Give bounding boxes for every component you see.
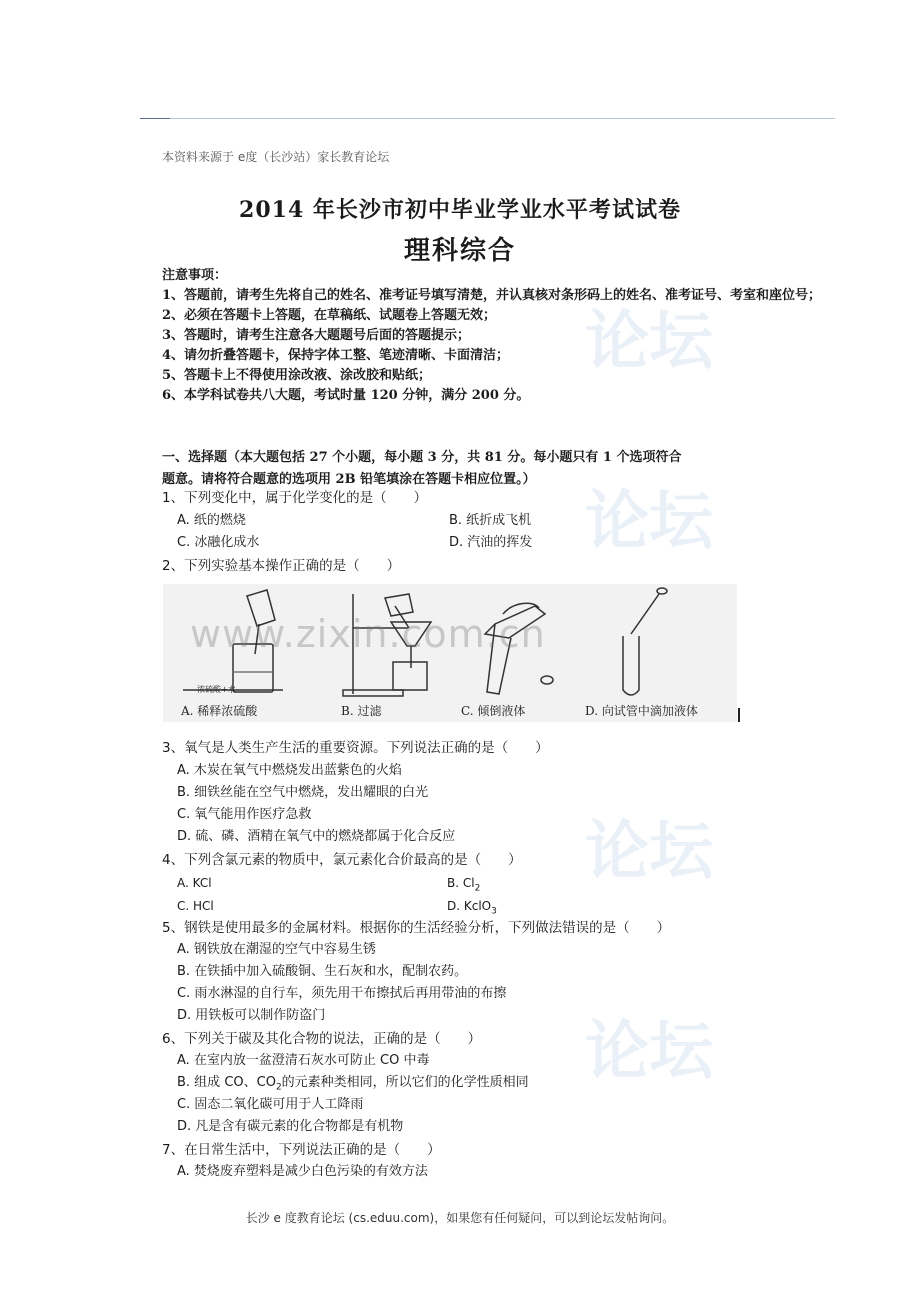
forum-watermark: 论坛 [585,305,713,379]
caption-d: D. 向试管中滴加液体 [585,704,698,718]
note-item: 3、答题时，请考生注意各大题题号后面的答题提示； [162,328,471,343]
question-5-stem: 5、钢铁是使用最多的金属材料。根据你的生活经验分析，下列做法错误的是（ ） [162,920,671,936]
question-7-stem: 7、在日常生活中，下列说法正确的是（ ） [162,1142,441,1158]
subscript: 3 [491,906,497,917]
section-line: 一、选择题（本大题包括 27 个小题，每小题 3 分，共 81 分。每小题只有 1 个选项符合 [162,450,682,465]
note-item: 1、答题前，请考生先将自己的姓名、准考证号填写清楚，并认真核对条形码上的姓名、准考证号、考室和座位号； [162,288,822,303]
exam-title: 2014 年长沙市初中毕业学业水平考试试卷 [239,197,681,223]
small-label: 浓硫酸+水 [197,685,236,694]
page-footer: 长沙 e 度教育论坛 (cs.eduu.com)，如果您有任何疑问，可以到论坛发帖询问。 [245,1211,675,1225]
question-2-stem: 2、下列实验基本操作正确的是（ ） [162,558,401,574]
note-item: 6、本学科试卷共八大题，考试时量 120 分钟，满分 200 分。 [162,388,530,403]
notes-block [162,266,822,406]
option: B. 细铁丝能在空气中燃烧，发出耀眼的白光 [177,785,429,800]
question-3-stem: 3、氧气是人类生产生活的重要资源。下列说法正确的是（ ） [162,740,549,756]
option: B. 在铁插中加入硫酸铜、生石灰和水，配制农药。 [177,964,468,979]
forum-watermark: 论坛 [585,815,713,889]
option: C. 雨水淋湿的自行车，须先用干布擦拭后再用带油的布擦 [177,986,507,1001]
option: C. 氧气能用作医疗急救 [177,807,312,822]
source-note: 本资料来源于 e度（长沙站）家长教育论坛 [162,150,390,164]
notes-heading: 注意事项： [162,268,228,283]
option: A. 在室内放一盆澄清石灰水可防止 CO 中毒 [177,1053,430,1068]
option: A. 纸的燃烧 [177,513,246,528]
exam-subtitle: 理科综合 [403,236,516,266]
option [177,1073,529,1098]
option: C. HCl [177,899,214,913]
question-1-stem: 1、下列变化中，属于化学变化的是（ ） [162,490,428,506]
header-rule-accent [140,118,170,119]
option: D. 用铁板可以制作防盗门 [177,1008,326,1023]
option: A. 钢铁放在潮湿的空气中容易生锈 [177,942,376,957]
caption-a: A. 稀释浓硫酸 [181,704,258,718]
site-watermark: www.zixin.com.cn [190,612,546,656]
option: B. 纸折成飞机 [449,513,532,528]
option [447,873,480,898]
caption-b: B. 过滤 [341,704,382,718]
subscript: 2 [275,1082,282,1093]
option: C. 固态二氧化碳可用于人工降雨 [177,1097,364,1112]
option: D. 汽油的挥发 [449,535,533,550]
section-line: 题意。请将符合题意的选项用 2B 铅笔填涂在答题卡相应位置。） [162,472,536,487]
forum-watermark: 论坛 [585,1015,713,1089]
formula-text: B. Cl [447,876,475,890]
question-6-stem: 6、下列关于碳及其化合物的说法，正确的是（ ） [162,1031,482,1047]
option-text: B. 组成 CO、CO [177,1075,276,1090]
note-item: 5、答题卡上不得使用涂改液、涂改胶和贴纸； [162,368,432,383]
forum-watermark: 论坛 [585,485,713,559]
question-4-stem: 4、下列含氯元素的物质中，氯元素化合价最高的是（ ） [162,852,522,868]
option: A. KCl [177,876,212,890]
subscript: 2 [474,883,481,894]
caption-c: C. 倾倒液体 [461,704,526,718]
text-cursor-mark [738,708,740,722]
option: A. 焚烧废弃塑料是减少白色污染的有效方法 [177,1164,428,1179]
note-item: 2、必须在答题卡上答题，在草稿纸、试题卷上答题无效； [162,308,497,323]
option: D. 凡是含有碳元素的化合物都是有机物 [177,1119,404,1134]
formula-text: D. KclO [447,899,492,913]
section-heading [162,447,752,491]
option: A. 木炭在氧气中燃烧发出蓝紫色的火焰 [177,763,402,778]
header-rule [140,118,835,119]
option: C. 冰融化成水 [177,535,260,550]
note-item: 4、请勿折叠答题卡，保持字体工整、笔迹清晰、卡面清洁； [162,348,510,363]
option-text: 的元素种类相同，所以它们的化学性质相同 [281,1075,529,1090]
option: D. 硫、磷、酒精在氧气中的燃烧都属于化合反应 [177,829,456,844]
